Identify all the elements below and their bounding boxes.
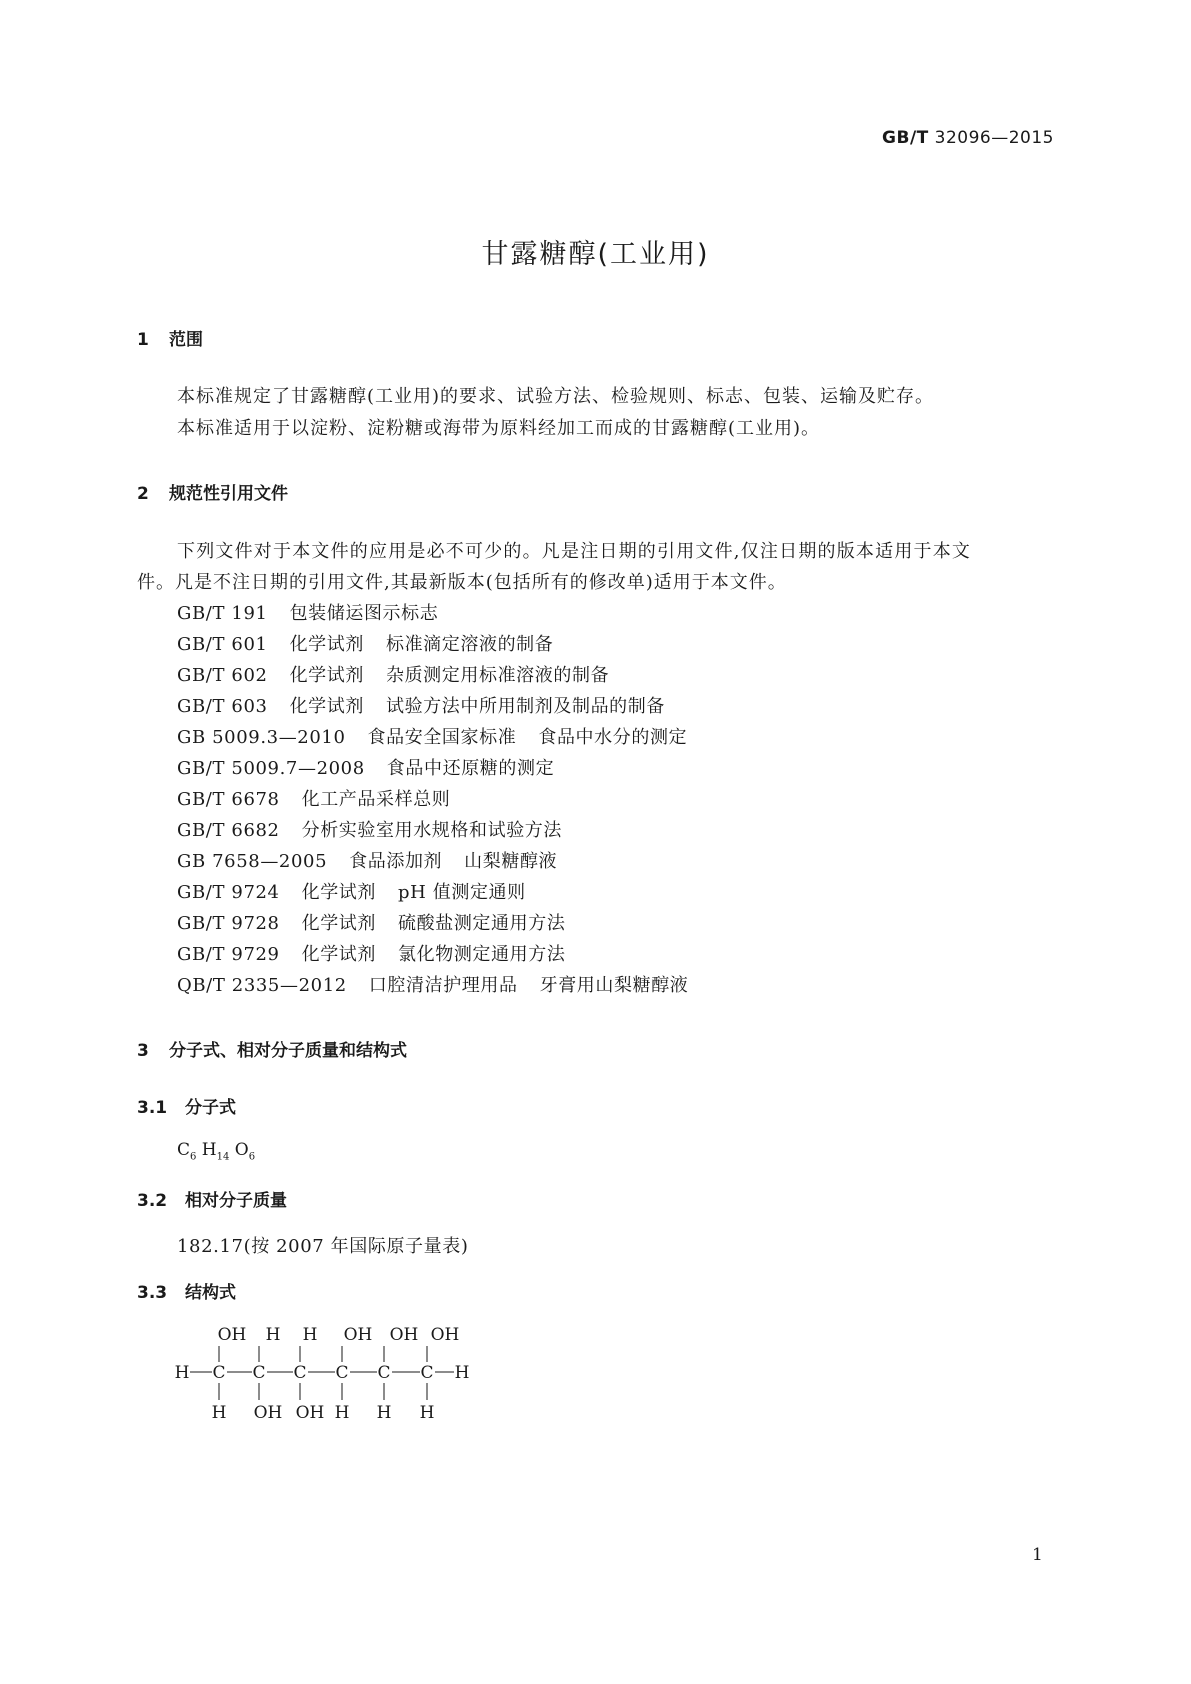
scope-paragraph-2: 本标准适用于以淀粉、淀粉糖或海带为原料经加工而成的甘露糖醇(工业用)。 — [177, 418, 821, 439]
reference-title: 化学试剂 — [301, 913, 377, 934]
reference-title: 包装储运图示标志 — [289, 603, 439, 624]
carbon-2: C — [252, 1363, 266, 1383]
reference-item — [177, 971, 688, 997]
reference-code: GB/T 6678 — [177, 789, 280, 810]
reference-subtitle: 杂质测定用标准溶液的制备 — [385, 665, 610, 686]
reference-item — [177, 816, 562, 842]
formula-oxygen: O — [234, 1140, 249, 1160]
reference-item — [177, 940, 565, 966]
reference-code: GB 7658—2005 — [177, 851, 328, 872]
reference-code: GB/T 6682 — [177, 820, 280, 841]
carbon-4: C — [335, 1363, 349, 1383]
standard-code — [882, 128, 1054, 148]
reference-title: 分析实验室用水规格和试验方法 — [301, 820, 563, 841]
top-substituent-2: H — [265, 1325, 281, 1345]
scope-paragraph-1: 本标准规定了甘露糖醇(工业用)的要求、试验方法、检验规则、标志、包装、运输及贮存。 — [177, 386, 935, 407]
section-title: 相对分子质量 — [185, 1191, 287, 1211]
bottom-substituent-3: OH — [295, 1403, 325, 1423]
reference-code: GB/T 601 — [177, 634, 268, 655]
lower-bonds — [219, 1383, 427, 1400]
reference-code: GB/T 9724 — [177, 882, 280, 903]
formula-oxygen-count: 6 — [248, 1151, 256, 1163]
reference-item — [177, 599, 438, 625]
reference-item — [177, 878, 526, 904]
reference-subtitle: 氯化物测定通用方法 — [398, 944, 566, 965]
reference-subtitle: 试验方法中所用制剂及制品的制备 — [385, 696, 665, 717]
standard-number: 32096—2015 — [934, 128, 1054, 148]
reference-title: 口腔清洁护理用品 — [368, 975, 518, 996]
reference-title: 化学试剂 — [289, 665, 364, 686]
reference-code: GB/T 602 — [177, 665, 268, 686]
formula-hydrogen-count: 14 — [216, 1151, 230, 1163]
formula-hydrogen: H — [201, 1140, 217, 1160]
top-substituent-1: OH — [217, 1325, 247, 1345]
reference-code: GB/T 603 — [177, 696, 268, 717]
reference-subtitle: 硫酸盐测定通用方法 — [398, 913, 566, 934]
reference-subtitle: 标准滴定溶液的制备 — [385, 634, 554, 655]
reference-subtitle: 山梨糖醇液 — [464, 851, 558, 872]
reference-item — [177, 723, 687, 749]
reference-item — [177, 630, 553, 656]
bottom-substituent-1: H — [211, 1403, 227, 1423]
section-number: 3.2 — [137, 1191, 168, 1211]
bottom-substituent-4: H — [334, 1403, 350, 1423]
reference-title: 化学试剂 — [301, 944, 377, 965]
section-3-1-heading — [137, 1093, 236, 1118]
section-number: 3.1 — [137, 1098, 168, 1118]
structural-formula — [170, 1318, 490, 1428]
carbon-5: C — [377, 1363, 391, 1383]
standard-prefix: GB/T — [882, 128, 929, 148]
chain-end-right: H — [454, 1363, 470, 1383]
molecular-formula — [177, 1140, 255, 1162]
carbon-3: C — [293, 1363, 307, 1383]
section-number: 1 — [137, 330, 149, 350]
section-1-heading — [137, 325, 203, 350]
reference-code: GB/T 191 — [177, 603, 268, 624]
carbon-1: C — [212, 1363, 226, 1383]
section-title: 范围 — [169, 330, 203, 350]
reference-title: 食品中还原糖的测定 — [386, 758, 555, 779]
reference-item — [177, 847, 557, 873]
bottom-substituent-5: H — [376, 1403, 392, 1423]
reference-item — [177, 785, 450, 811]
top-substituent-4: OH — [343, 1325, 373, 1345]
formula-carbon: C — [177, 1140, 191, 1160]
reference-code: GB/T 9728 — [177, 913, 280, 934]
section-title: 分子式、相对分子质量和结构式 — [169, 1041, 407, 1061]
chain-end-left: H — [174, 1363, 190, 1383]
page-number: 1 — [1032, 1545, 1043, 1565]
top-substituent-3: H — [302, 1325, 318, 1345]
bottom-substituent-6: H — [419, 1403, 435, 1423]
reference-code: QB/T 2335—2012 — [177, 975, 347, 996]
reference-title: 化学试剂 — [289, 634, 364, 655]
reference-item — [177, 692, 665, 718]
reference-code: GB/T 9729 — [177, 944, 280, 965]
section-number: 3 — [137, 1041, 149, 1061]
references-intro-line-1: 下列文件对于本文件的应用是必不可少的。凡是注日期的引用文件,仅注日期的版本适用于本文 — [177, 541, 972, 562]
reference-title: 食品添加剂 — [349, 851, 443, 872]
reference-subtitle: 食品中水分的测定 — [538, 727, 688, 748]
reference-code: GB/T 5009.7—2008 — [177, 758, 365, 779]
top-substituent-6: OH — [430, 1325, 460, 1345]
section-title: 规范性引用文件 — [169, 484, 288, 504]
formula-carbon-count: 6 — [190, 1151, 197, 1163]
section-3-2-heading — [137, 1186, 287, 1211]
reference-title: 化学试剂 — [301, 882, 377, 903]
reference-title: 化学试剂 — [289, 696, 364, 717]
reference-subtitle: 牙膏用山梨糖醇液 — [539, 975, 689, 996]
reference-title: 化工产品采样总则 — [301, 789, 451, 810]
references-intro-line-2: 件。凡是不注日期的引用文件,其最新版本(包括所有的修改单)适用于本文件。 — [137, 572, 787, 593]
section-number: 3.3 — [137, 1283, 168, 1303]
carbon-6: C — [420, 1363, 434, 1383]
top-substituent-5: OH — [389, 1325, 419, 1345]
bottom-substituent-2: OH — [253, 1403, 283, 1423]
relative-molecular-mass: 182.17(按 2007 年国际原子量表) — [177, 1236, 469, 1257]
section-title: 结构式 — [185, 1283, 236, 1303]
reference-subtitle: pH 值测定通则 — [398, 882, 526, 903]
reference-item — [177, 754, 554, 780]
section-3-3-heading — [137, 1278, 236, 1303]
section-3-heading — [137, 1036, 407, 1061]
reference-item — [177, 909, 565, 935]
reference-item — [177, 661, 609, 687]
reference-code: GB 5009.3—2010 — [177, 727, 346, 748]
section-title: 分子式 — [185, 1098, 236, 1118]
document-title: 甘露糖醇(工业用) — [481, 239, 710, 270]
section-number: 2 — [137, 484, 149, 504]
upper-bonds — [219, 1346, 427, 1362]
section-2-heading — [137, 479, 288, 504]
reference-title: 食品安全国家标准 — [367, 727, 517, 748]
